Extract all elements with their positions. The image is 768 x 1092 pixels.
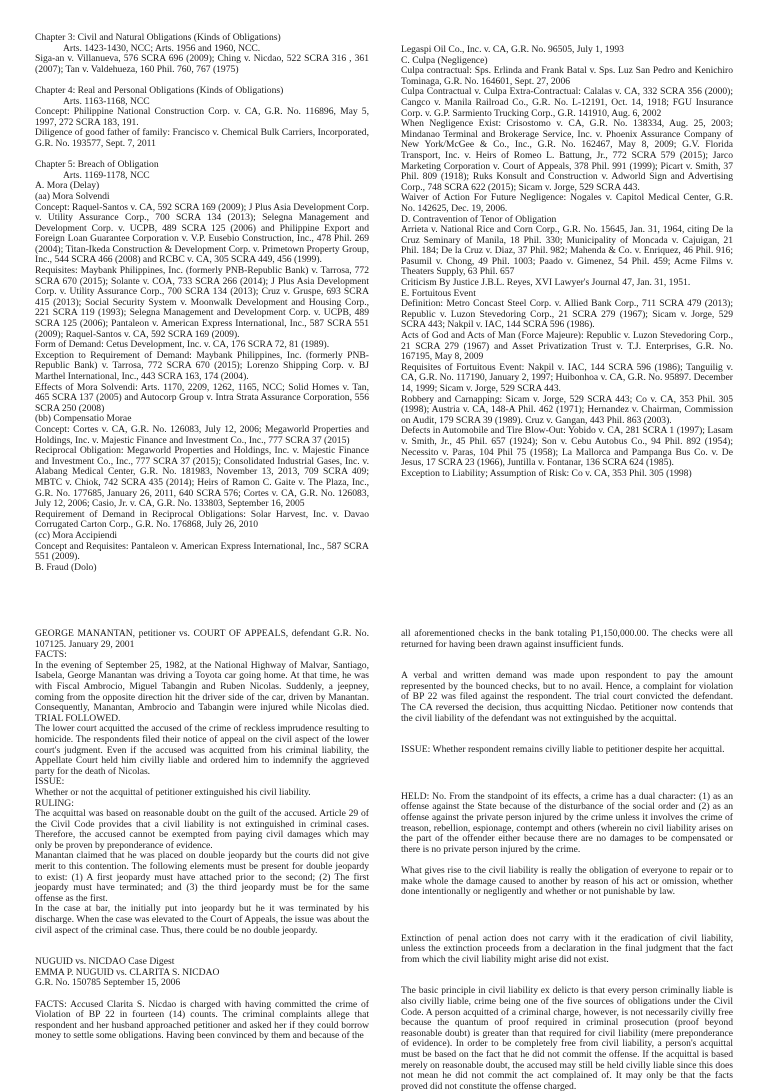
text-paragraph: Culpa contractual: Sps. Erlinda and Frank Batal v. Sps. Luz San Pedro and Kenichiro Tominaga, G.R. No. 164601, Sept. 27, 2006 bbox=[401, 65, 733, 87]
text-paragraph: HELD: No. From the standpoint of its effects, a crime has a dual character: (1) as an offense against the State because of the disturbance of the social order and (2) as an offense against the private person injured by the crime unless it involves the crime of treason, rebellion, espionage, contempt and others (wherein no civil liability arises on the part of the offender either because there are no damages to be compensated or there is no private person injured by the crime. bbox=[401, 790, 733, 855]
text-paragraph: Chapter 3: Civil and Natural Obligations (Kinds of Obligations) bbox=[35, 32, 281, 43]
text-paragraph: Effects of Mora Solvendi: Arts. 1170, 2209, 1262, 1165, NCC; Solid Homes v. Tan, 465 SCRA 137 (2005) and Autocorp Group v. Intra Strata Assurance Corporation, 556 SCRA 250 (2008) bbox=[35, 381, 369, 414]
text-paragraph: (bb) Compensatio Morae bbox=[35, 413, 132, 425]
text-paragraph: In the case at bar, the initially put into jeopardy but he it was terminated by his discharge. When the case was elevated to the Court of Appeals, the issue was about the civil aspect of the criminal case. Thus, there could be no double jeopardy. bbox=[35, 903, 369, 936]
text-paragraph: Reciprocal Obligation: Megaworld Properties and Holdings, Inc. v. Majestic Finance and Investment Co., Inc., 777 SCRA 37 (2015); Consolidated Industrial Gases, Inc. v. Alabang Medical Center, G.R. No. 181983, November 13, 2013, 709 SCRA 409; MBTC v. Chiok, 742 SCRA 435 (2014); Heirs of Ramon C. Gaite v. The Plaza, Inc., G.R. No. 177685, January 26, 2011, 640 SCRA 576; Cortes v. CA, G.R. No. 126083, July 12, 2006; Casio, Jr. v. CA, G.R. No. 133803, September 16, 2005 bbox=[35, 445, 369, 510]
text-paragraph: RULING: bbox=[35, 797, 74, 809]
text-paragraph: Diligence of good father of family: Francisco v. Chemical Bulk Carriers, Incorporated, G.R. No. 193577, Sept. 7, 2011 bbox=[35, 127, 369, 149]
text-paragraph: D. Contravention of Tenor of Obligation bbox=[401, 213, 557, 225]
text-paragraph: B. Fraud (Dolo) bbox=[35, 561, 97, 573]
text-paragraph: ISSUE: bbox=[35, 776, 65, 788]
text-paragraph: Legaspi Oil Co., Inc. v. CA, G.R. No. 96505, July 1, 1993 bbox=[401, 44, 624, 55]
text-paragraph: E. Fortuitous Event bbox=[401, 287, 476, 299]
text-paragraph: Concept: Philippine National Construction Corp. v. CA, G.R. No. 116896, May 5, 1997, 272 SCRA 183, 191. bbox=[35, 106, 369, 128]
upper-left-column bbox=[35, 33, 369, 573]
text-paragraph: Requisites: Maybank Philippines, Inc. (formerly PNB-Republic Bank) v. Tarrosa, 772 SCRA 670 (2015); Solante v. COA, 733 SCRA 266 (2014); J Plus Asia Development Corp. v. Utility Assurance Corp., 700 SCRA 134 (2013); Cruz v. Gruspe, 693 SCRA 415 (2013); Social Security System v. Moonwalk Development and Housing Corp., 221 SCRA 119 (1993); Selegna Management and Development Corp. v. UCPB, 489 SCRA 125 (2006); Pantaleon v. American Express International, Inc., 587 SCRA 551 (2009); Raquel-Santos v. CA, 592 SCRA 169 (2009). bbox=[35, 265, 369, 340]
text-paragraph: A. Mora (Delay) bbox=[35, 180, 100, 192]
text-paragraph: Waiver of Action For Future Negligence: Nogales v. Capitol Medical Center, G.R. No. 142625, Dec. 19, 2006. bbox=[401, 192, 733, 214]
text-paragraph: Requirement of Demand in Reciprocal Obligations: Solar Harvest, Inc. v. Davao Corrugated Carton Corp., G.R. No. 176868, July 26, 2010 bbox=[35, 508, 369, 531]
case-digest-right-column bbox=[401, 629, 733, 1092]
text-paragraph: When Negligence Exist: Crisostomo v. CA, G.R. No. 138334, Aug. 25, 2003; Mindanao Terminal and Brokerage Service, Inc. v. Phoenix Assurance Company of New York/McGee & Co., Inc., G.R. No. 162467, May 8, 2009; G.V. Florida Transport, Inc. v. Heirs of Romeo L. Battung, Jr., 772 SCRA 579 (2015); Jarco Marketing Corporation v. Court of Appeals, 378 Phil. 991 (1999); Picart v. Smith, 37 Phil. 809 (1918); Ruks Konsult and Construction v. Adworld Sign and Advertising Corp., 748 SCRA 622 (2015); Sicam v. Jorge, 529 SCRA 443. bbox=[401, 118, 733, 193]
upper-right-column bbox=[401, 45, 733, 479]
text-paragraph: C. Culpa (Negligence) bbox=[401, 54, 488, 66]
text-paragraph: Definition: Metro Concast Steel Corp. v. Allied Bank Corp., 711 SCRA 479 (2013); Republic v. Luzon Stevedoring Corp., 21 SCRA 279 (1967); Sicam v. Jorge, 529 SCRA 443; Nakpil v. IAC, 144 SCRA 596 (1986). bbox=[401, 298, 733, 331]
text-paragraph: Arts. 1169-1178, NCC bbox=[63, 169, 150, 181]
text-paragraph: Acts of God and Acts of Man (Force Majeure): Republic v. Luzon Stevedoring Corp., 21 SCRA 279 (1967) and Asset Privatization Trust v. T.J. Enterprises, G.R. No. 167195, May 8, 2009 bbox=[401, 330, 733, 363]
text-paragraph: FACTS: bbox=[35, 649, 67, 661]
text-paragraph: What gives rise to the civil liability is really the obligation of everyone to repair or to make whole the damage caused to another by reason of his act or omission, whether done intentionally or negligently and whether or not punishable by law. bbox=[401, 864, 733, 898]
text-paragraph: Robbery and Carnapping: Sicam v. Jorge, 529 SCRA 443; Co v. CA, 353 Phil. 305 (1998); Austria v. CA, 148-A Phil. 462 (1971); Hernandez v. Chairman, Commission on Audit, 179 SCRA 39 (1989). Cruz v. Gangan, 443 Phil. 863 (2003). bbox=[401, 393, 733, 426]
text-paragraph: The acquittal was based on reasonable doubt on the guilt of the accused. Article 29 of the Civil Code provides that a civil liability is not extinguished in criminal cases. Therefore, the accused cannot be exempted from paying civil damages which may only be proven by preponderance of evidence. bbox=[35, 808, 369, 851]
text-paragraph: NUGUID vs. NICDAO Case Digest bbox=[35, 956, 175, 968]
text-paragraph: Concept: Cortes v. CA, G.R. No. 126083, July 12, 2006; Megaworld Properties and Holdings, Inc. v. Majestic Finance and Investment Co., Inc., 777 SCRA 37 (2015) bbox=[35, 423, 369, 446]
text-paragraph: Form of Demand: Cetus Development, Inc. v. CA, 176 SCRA 72, 81 (1989). bbox=[35, 339, 330, 351]
text-paragraph: GEORGE MANANTAN, petitioner vs. COURT OF APPEALS, defendant G.R. No. 107125. January 29, 2001 bbox=[35, 628, 369, 650]
text-paragraph: ISSUE: Whether respondent remains civilly liable to petitioner despite her acquittal. bbox=[401, 744, 725, 756]
text-paragraph: Defects in Automobile and Tire Blow-Out: Yobido v. CA, 281 SCRA 1 (1997); Lasam v. Smith, Jr., 45 Phil. 657 (1924); Son v. Cebu Autobus Co., 94 Phil. 892 (1954); Necessito v. Paras, 104 Phil 75 (1958); La Mallorca and Pampanga Bus Co. v. De Jesus, 17 SCRA 23 (1966), Juntilla v. Fontanar, 136 SCRA 624 (1985). bbox=[401, 425, 733, 469]
text-paragraph: (cc) Mora Accipiendi bbox=[35, 529, 118, 541]
text-paragraph: The basic principle in civil liability ex delicto is that every person criminally liable is also civilly liable, crime being one of the five sources of obligations under the Civil Code. A person acquitted of a criminal charge, however, is not necessarily civilly free because the quantum of proof required in criminal prosecution (proof beyond reasonable doubt) is greater than that required for civil liability (mere preponderance of evidence). In order to be completely free from civil liability, a person's acquittal must be based on the fact that he did not commit the offense. If the acquittal is based merely on reasonable doubt, the accused may still be held civilly liable since this does not mean he did not commit the act complained of. It may only be that the facts proved did not constitute the offense charged. bbox=[401, 985, 733, 1092]
text-paragraph: In the evening of September 25, 1982, at the National Highway of Malvar, Santiago, Isabela, George Manantan was driving a Toyota car going home. At that time, he was with Fiscal Ambrocio, Miguel Tabangin and Ruben Nicolas. Suddenly, a jeepney, coming from the opposite direction hit the driver side of the car, driven by Manantan. Consequently, Manantan, Ambrocio and Tabangin were injured while Nicolas died. TRIAL FOLLOWED. bbox=[35, 659, 369, 724]
text-paragraph: Exception to Liability; Assumption of Risk: Co v. CA, 353 Phil. 305 (1998) bbox=[401, 467, 692, 479]
text-paragraph: Concept and Requisites: Pantaleon v. American Express International, Inc., 587 SCRA 551 (2009). bbox=[35, 540, 369, 563]
text-paragraph: Criticism By Justice J.B.L. Reyes, XVI Lawyer's Journal 47, Jan. 31, 1951. bbox=[401, 277, 691, 289]
text-paragraph: Arrieta v. National Rice and Corn Corp., G.R. No. 15645, Jan. 31, 1964, citing De la Cruz Seminary of Manila, 18 Phil. 330; Municipality of Moncada v. Cajuigan, 21 Phil. 184; De la Cruz v. Diaz, 37 Phil. 982; Mahenda & Co. v. Enriquez, 46 Phil. 916; Pasumil v. Chong, 49 Phil. 1003; Paado v. Gimenez, 54 Phil. 459; Acme Films v. Theaters Supply, 63 Phil. 657 bbox=[401, 224, 733, 278]
case-digest-left-column bbox=[35, 629, 369, 1042]
text-paragraph: G.R. No. 150785 September 15, 2006 bbox=[35, 977, 181, 989]
text-paragraph: Concept: Raquel-Santos v. CA, 592 SCRA 169 (2009); J Plus Asia Development Corp. v. Utility Assurance Corp., 700 SCRA 134 (2013); Selegna Management and Development Corp. v. UCPB, 489 SCRA 125 (2006) and Philippine Export and Foreign Loan Guarantee Corporation v. V.P. Eusebio Construction, Inc., 478 Phil. 269 (2004); Titan-Ikeda Construction & Development Corp. v. Primetown Property Group, Inc., 544 SCRA 466 (2008) and RCBC v. CA, 305 SCRA 449, 456 (1999). bbox=[35, 201, 369, 266]
text-paragraph: (aa) Mora Solvendi bbox=[35, 190, 110, 202]
text-paragraph: Siga-an v. Villanueva, 576 SCRA 696 (2009); Ching v. Nicdao, 522 SCRA 316 , 361 (2007); Tan v. Valdehueza, 160 Phil. 760, 767 (1975) bbox=[35, 53, 369, 75]
text-paragraph: Extinction of penal action does not carry with it the eradication of civil liability, unless the extinction proceeds from a declaration in the final judgment that the fact from which the civil liability might arise did not exist. bbox=[401, 932, 733, 965]
text-paragraph: Chapter 5: Breach of Obligation bbox=[35, 159, 159, 171]
text-paragraph: Arts. 1423-1430, NCC; Arts. 1956 and 1960, NCC. bbox=[63, 42, 261, 54]
text-paragraph: The lower court acquitted the accused of the crime of reckless imprudence resulting to homicide. The respondents filed their notice of appeal on the civil aspect of the lower court's judgment. Even if the accused was acquitted from his criminal liability, the Appellate Court held him civilly liable and ordered him to indemnify the aggrieved party for the death of Nicolas. bbox=[35, 723, 369, 777]
text-paragraph: Chapter 4: Real and Personal Obligations (Kinds of Obligations) bbox=[35, 84, 284, 96]
text-paragraph: Exception to Requirement of Demand: Maybank Philippines, Inc. (formerly PNB-Republic Bank) v. Tarrosa, 772 SCRA 670 (2015); Lorenzo Shipping Corp. v. BJ Marthel International, Inc., 443 SCRA 163, 174 (2004). bbox=[35, 349, 369, 382]
text-paragraph: Culpa Contractual v. Culpa Extra-Contractual: Calalas v. CA, 332 SCRA 356 (2000); Cangco v. Manila Railroad Co., G.R. No. L-12191, Oct. 14, 1918; FGU Insurance Corp. v. G.P. Sarmiento Trucking Corp., G.R. 141910, Aug. 6, 2002 bbox=[401, 86, 733, 119]
text-paragraph: EMMA P. NUGUID vs. CLARITA S. NICDAO bbox=[35, 966, 220, 978]
text-paragraph: Requisites of Fortuitous Event: Nakpil v. IAC, 144 SCRA 596 (1986); Tanguilig v. CA, G.R. No. 117190, January 2, 1997; Huibonhoa v. CA, G.R. No. 95897. December 14, 1999; Sicam v. Jorge, 529 SCRA 443. bbox=[401, 361, 733, 394]
text-paragraph: Whether or not the acquittal of petitioner extinguished his civil liability. bbox=[35, 786, 311, 798]
text-paragraph: FACTS: Accused Clarita S. Nicdao is charged with having committed the crime of Violation of BP 22 in fourteen (14) counts. The criminal complaints allege that respondent and her husband approached petitioner and asked her if they could borrow money to settle some obligations. Having been convinced by them and because of the bbox=[35, 998, 369, 1042]
text-paragraph: all aforementioned checks in the bank totaling P1,150,000.00. The checks were all returned for having been drawn against insufficient funds. bbox=[401, 628, 733, 650]
text-paragraph: Manantan claimed that he was placed on double jeopardy but the courts did not give merit to this contention. The following elements must be present for double jeopardy to exist: (1) A first jeopardy must have attached prior to the second; (2) The first jeopardy must have terminated; and (3) the third jeopardy must be for the same offense as the first. bbox=[35, 850, 369, 904]
text-paragraph: Arts. 1163-1168, NCC bbox=[63, 95, 150, 107]
text-paragraph: A verbal and written demand was made upon respondent to pay the amount represented by the bounced checks, but to no avail. Hence, a complaint for violation of BP 22 was filed against the respondent. The trial court convicted the defendant. The CA reversed the decision, thus acquitting Nicdao. Petitioner now contends that the civil liability of the defendant was not extinguished by the acquittal. bbox=[401, 670, 733, 724]
